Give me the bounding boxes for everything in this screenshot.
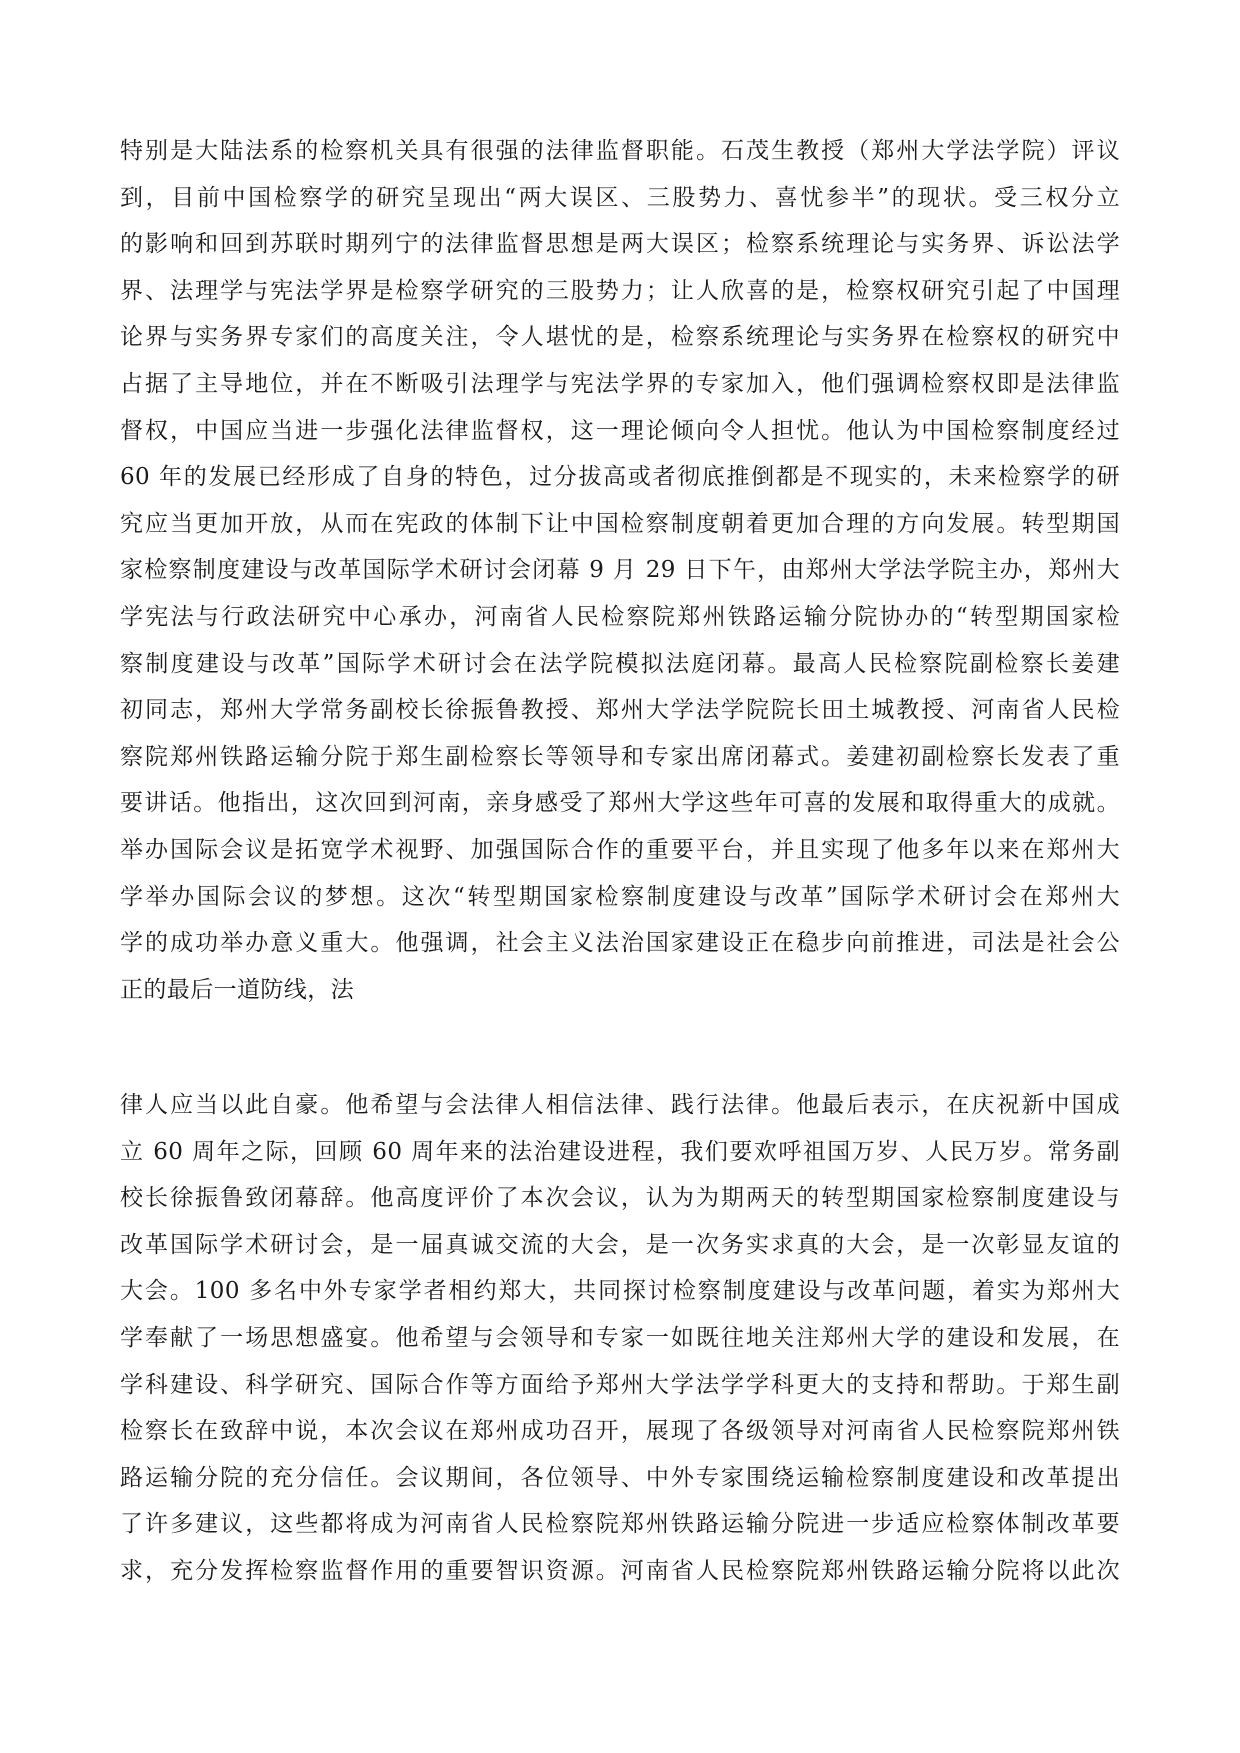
paragraph-2 — [120, 1082, 1120, 1595]
text-line: 60 年的发展已经形成了自身的特色，过分拔高或者彻底推倒都是不现实的，未来检察学的研 — [120, 464, 1120, 491]
text-line: 论界与实务界专家们的高度关注，令人堪忧的是，检察系统理论与实务界在检察权的研究中 — [120, 324, 1120, 351]
text-line: 究应当更加开放，从而在宪政的体制下让中国检察制度朝着更加合理的方向发展。转型期国 — [120, 510, 1120, 537]
text-line: 到，目前中国检察学的研究呈现出“两大误区、三股势力、喜忧参半”的现状。受三权分立 — [120, 184, 1120, 211]
paragraph-1 — [120, 128, 1120, 1013]
text-line: 大会。100 多名中外专家学者相约郑大，共同探讨检察制度建设与改革问题，着实为郑州大 — [120, 1278, 1120, 1305]
text-line: 学举办国际会议的梦想。这次“转型期国家检察制度建设与改革”国际学术研讨会在郑州大 — [120, 883, 1120, 910]
text-line: 要讲话。他指出，这次回到河南，亲身感受了郑州大学这些年可喜的发展和取得重大的成就。 — [120, 790, 1120, 817]
text-line: 正的最后一道防线，法 — [120, 976, 354, 1003]
text-line: 校长徐振鲁致闭幕辞。他高度评价了本次会议，认为为期两天的转型期国家检察制度建设与 — [120, 1185, 1120, 1212]
text-line: 举办国际会议是拓宽学术视野、加强国际合作的重要平台，并且实现了他多年以来在郑州大 — [120, 836, 1120, 863]
text-line: 立 60 周年之际，回顾 60 周年来的法治建设进程，我们要欢呼祖国万岁、人民万岁。常务副 — [120, 1138, 1120, 1165]
text-line: 家检察制度建设与改革国际学术研讨会闭幕 9 月 29 日下午，由郑州大学法学院主办，郑州大 — [120, 557, 1120, 584]
text-line: 律人应当以此自豪。他希望与会法律人相信法律、践行法律。他最后表示，在庆祝新中国成 — [120, 1092, 1120, 1118]
text-line: 了许多建议，这些都将成为河南省人民检察院郑州铁路运输分院进一步适应检察体制改革要 — [120, 1511, 1120, 1538]
text-line: 学奉献了一场思想盛宴。他希望与会领导和专家一如既往地关注郑州大学的建设和发展，在 — [120, 1324, 1120, 1351]
text-line: 察制度建设与改革”国际学术研讨会在法学院模拟法庭闭幕。最高人民检察院副检察长姜建 — [120, 650, 1120, 677]
text-line: 察院郑州铁路运输分院于郑生副检察长等领导和专家出席闭幕式。姜建初副检察长发表了重 — [120, 743, 1120, 770]
text-line: 学科建设、科学研究、国际合作等方面给予郑州大学法学学科更大的支持和帮助。于郑生副 — [120, 1371, 1120, 1398]
text-line: 的影响和回到苏联时期列宁的法律监督思想是两大误区；检察系统理论与实务界、诉讼法学 — [120, 231, 1120, 258]
text-line: 检察长在致辞中说，本次会议在郑州成功召开，展现了各级领导对河南省人民检察院郑州铁 — [120, 1418, 1120, 1445]
text-line: 占据了主导地位，并在不断吸引法理学与宪法学界的专家加入，他们强调检察权即是法律监 — [120, 370, 1120, 397]
text-line: 求，充分发挥检察监督作用的重要智识资源。河南省人民检察院郑州铁路运输分院将以此次 — [120, 1557, 1120, 1584]
text-line: 督权，中国应当进一步强化法律监督权，这一理论倾向令人担忧。他认为中国检察制度经过 — [120, 417, 1120, 444]
text-line: 学宪法与行政法研究中心承办，河南省人民检察院郑州铁路运输分院协办的“转型期国家检 — [120, 603, 1120, 630]
text-line: 界、法理学与宪法学界是检察学研究的三股势力；让人欣喜的是，检察权研究引起了中国理 — [120, 277, 1120, 304]
text-line: 初同志，郑州大学常务副校长徐振鲁教授、郑州大学法学院院长田土城教授、河南省人民检 — [120, 697, 1120, 724]
text-line: 学的成功举办意义重大。他强调，社会主义法治国家建设正在稳步向前推进，司法是社会公 — [120, 930, 1120, 957]
text-line: 路运输分院的充分信任。会议期间，各位领导、中外专家围绕运输检察制度建设和改革提出 — [120, 1464, 1120, 1491]
text-line: 改革国际学术研讨会，是一届真诚交流的大会，是一次务实求真的大会，是一次彰显友谊的 — [120, 1231, 1120, 1258]
text-line: 特别是大陆法系的检察机关具有很强的法律监督职能。石茂生教授（郑州大学法学院）评议 — [120, 138, 1120, 164]
